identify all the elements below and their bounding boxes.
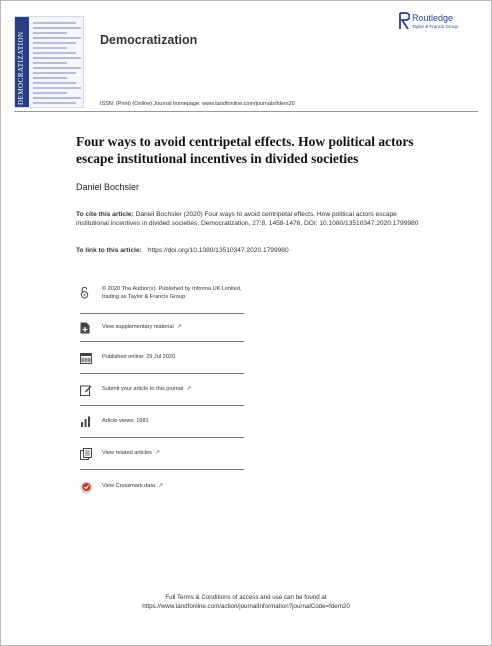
views-row <box>80 406 244 438</box>
article-title: Four ways to avoid centripetal effects. How political actors escape institutional incentives in divided societies <box>76 134 414 166</box>
external-link-icon: ↗ <box>176 323 182 330</box>
doi-link[interactable]: https://doi.org/10.1080/13510347.2020.1799980 <box>147 247 289 254</box>
cite-text: Daniel Bochsler (2020) Four ways to avoid centripetal effects. How political actors escape institutional incentives in divided societies, Democratization, 27:8, 1458-1476, DOI: 10.1080/13510347.2020.1799980 <box>76 211 419 227</box>
supplementary-row[interactable] <box>80 314 244 342</box>
published-date: Published online: 29 Jul 2020. <box>102 353 177 360</box>
publisher-logo <box>398 12 476 36</box>
submit-row[interactable] <box>80 374 244 406</box>
citation-block <box>76 210 428 228</box>
footer <box>0 594 492 611</box>
issn-line: ISSN: (Print) (Online) Journal homepage: www.tandfonline.com/journals/fdem20 <box>100 101 295 107</box>
license-row <box>80 284 244 314</box>
crossmark-link[interactable]: View Crossmark data <box>102 483 156 490</box>
related-row[interactable] <box>80 438 244 470</box>
crossmark-icon <box>80 481 93 494</box>
article-views: Article views: 1681 <box>102 417 149 424</box>
external-link-icon: ↗ <box>186 385 192 392</box>
link-label: To link to this article: <box>76 247 142 254</box>
bar-chart-icon <box>80 416 92 427</box>
open-access-icon <box>80 286 89 299</box>
routledge-logo-icon <box>398 12 410 30</box>
external-link-icon: ↗ <box>158 483 164 490</box>
cover-contents <box>33 22 81 107</box>
cover-spine <box>15 17 29 108</box>
cite-label: To cite this article: <box>76 211 134 218</box>
footer-url[interactable]: https://www.tandfonline.com/action/journalInformation?journalCode=fdem20 <box>142 602 350 610</box>
related-link[interactable]: View related articles <box>102 449 152 456</box>
supplementary-link[interactable]: View supplementary material <box>102 323 174 330</box>
cover-spine-text: DEMOCRATIZATION <box>17 31 25 105</box>
publisher-subtitle: Taylor & Francis Group <box>412 24 459 29</box>
documents-icon <box>80 448 92 460</box>
link-line <box>76 247 289 254</box>
crossmark-row[interactable] <box>80 470 244 504</box>
article-info-list <box>80 284 244 504</box>
submit-link[interactable]: Submit your article to this journal <box>102 385 184 392</box>
calendar-icon <box>80 352 92 364</box>
journal-title: Democratization <box>100 33 198 47</box>
journal-cover[interactable] <box>14 16 84 108</box>
published-row <box>80 342 244 374</box>
header-divider <box>14 111 478 112</box>
publisher-name: Routledge <box>412 13 454 23</box>
license-text: © 2020 The Author(s). Published by Informa UK Limited, trading as Taylor & Francis Group <box>102 286 242 300</box>
pencil-edit-icon <box>80 384 92 396</box>
footer-terms: Full Terms & Conditions of access and use can be found at <box>165 594 327 601</box>
document-plus-icon <box>80 322 90 334</box>
article-author: Daniel Bochsler <box>76 182 140 192</box>
external-link-icon: ↗ <box>154 449 160 456</box>
